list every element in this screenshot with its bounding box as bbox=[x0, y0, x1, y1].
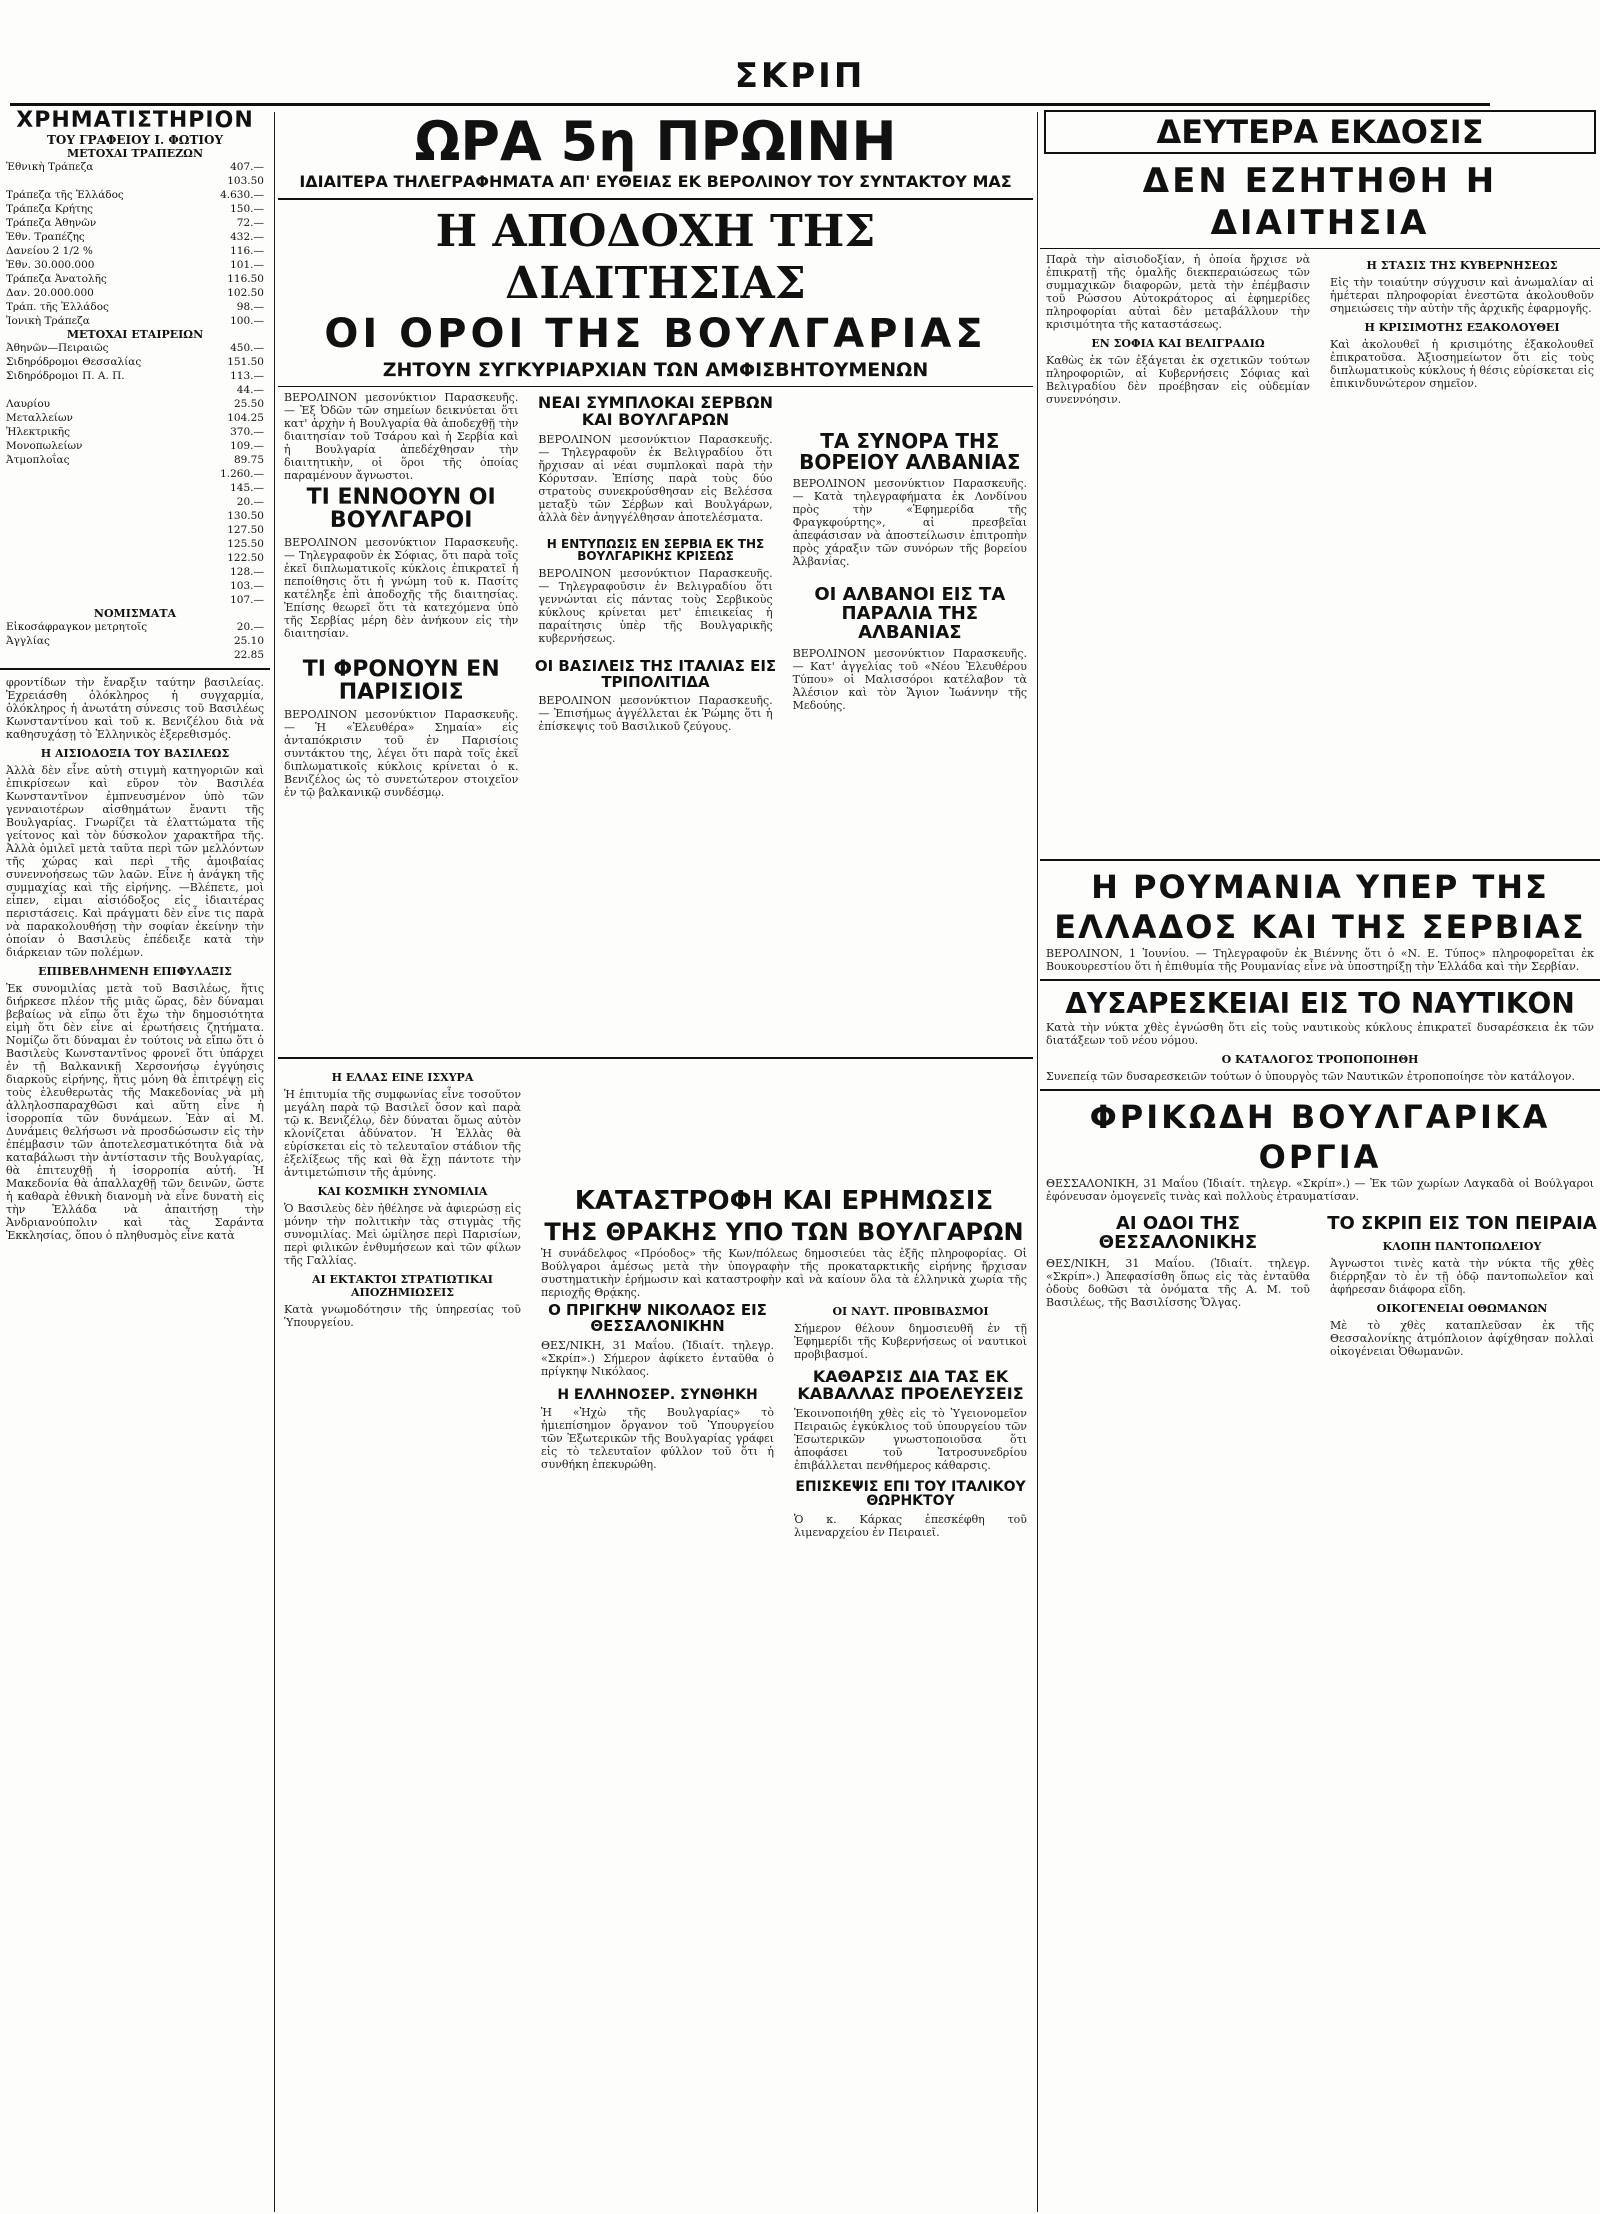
top-article-grid bbox=[278, 391, 1033, 1051]
article-col bbox=[278, 1065, 527, 2065]
stock-value: 98.— bbox=[236, 301, 264, 313]
stock-row bbox=[0, 300, 270, 314]
article-body: Κατὰ γνωμοδότησιν τῆς ὑπηρεσίας τοῦ Ὑπουργείου. bbox=[284, 1303, 521, 1329]
stock-row bbox=[0, 565, 270, 579]
article-body: Καὶ ἀκολουθεῖ ἡ κρισιμότης ἐξακολουθεῖ ἐπικρατοῦσα. Ἀξιοσημείωτον ὅτι εἰς τοὺς διπλωματικοὺς κύκλους ἡ θέσις εὑρίσκεται εἰς ἐπικινδυνώτερον σημεῖον. bbox=[1330, 338, 1594, 390]
article-headline: ΑΙ ΕΚΤΑΚΤΟΙ ΣΤΡΑΤΙΩΤΙΚΑΙ ΑΠΟΖΗΜΙΩΣΕΙΣ bbox=[312, 1273, 493, 1299]
stock-name: Ἀγγλίας bbox=[6, 635, 50, 647]
article-headline: Η ΑΙΣΙΟΔΟΞΙΑ ΤΟΥ ΒΑΣΙΛΕΩΣ bbox=[40, 747, 230, 760]
article-body: Ἐκ συνομιλίας μετὰ τοῦ Βασιλέως, ἥτις διήρκεσε πλέον τῆς μιᾶς ὥρας, δὲν δύναμαι βεβαίως νὰ εἴπω ὅτι ἔχω τὴν δημοσιότητα εἰμὴ ὅτι δὲν εἶνε αἱ ἐρωτήσεις ζητήματα. Νομίζω ὅτι δύναμαι ἐν τούτοις νὰ εἴπω ὅτι ὁ Βασιλεὺς Κωνσταντῖνος φρονεῖ ὅτι ὑπάρχει ἐν τῇ Βαλκανικῇ Χερσονήσῳ ἐγγύησις διαρκοῦς εἰρήνης, ἥτις μόνη θὰ ἐπιτρέψῃ εἰς τοὺς ἐλευθερωτὰς τῆς Μακεδονίας νὰ μὴ ἀλληλοσπαραχθῶσι καὶ αὕτη εἶνε ἡ ἰσορροπία τῶν δυνάμεων. Ἐὰν αἱ Μ. Δυνάμεις θελήσωσι νὰ προσδώσωσιν εἰς τὴν ἐπέμβασιν τῶν ἀποτελεσματικότητα διὰ νὰ καταβάλωσι τὴν ἀντίστασιν τῆς Βουλγαρίας, θὰ ἐπιτευχθῇ ἡ ἰσορροπία αὐτή. Ἡ Μακεδονία θὰ ἀπαλλαχθῇ τῶν δεινῶν, ὥστε ἡ καθαρὰ ἐθνικὴ διανομὴ νὰ εἶνε δυνατὴ εἰς τὴν Ἑλλάδα νὰ ἀπαιτήσῃ τὴν Ἀνδριανούπολιν καὶ τὰς Σαράντα Ἐκκλησίας, ὅπου ὁ πληθυσμὸς εἶνε κατὰ bbox=[6, 982, 264, 1242]
companies-section-label: ΜΕΤΟΧΑΙ ΕΤΑΙΡΕΙΩΝ bbox=[66, 328, 204, 341]
sub-articles bbox=[535, 1299, 1033, 1539]
banks-section-label: ΜΕΤΟΧΑΙ ΤΡΑΠΕΖΩΝ bbox=[66, 147, 203, 160]
divider bbox=[1040, 859, 1600, 861]
article-headline: ΤΙ ΕΝΝΟΟΥΝ ΟΙ ΒΟΥΛΓΑΡΟΙ bbox=[306, 485, 496, 534]
divider bbox=[1040, 1089, 1600, 1091]
article-body: Σήμερον θέλουν δημοσιευθῆ ἐν τῇ Ἐφημερίδι τῆς Κυβερνήσεως οἱ ναυτικοὶ προβιβασμοί. bbox=[794, 1322, 1027, 1361]
column-divider bbox=[1037, 112, 1038, 2212]
stock-value: 116.— bbox=[230, 245, 264, 257]
article-headline: ΤΗΣ ΘΡΑΚΗΣ ΥΠΟ ΤΩΝ ΒΟΥΛΓΑΡΩΝ bbox=[544, 1218, 1024, 1246]
stock-value: 107.— bbox=[230, 594, 264, 606]
stock-name: Τράπεζα Ἀθηνῶν bbox=[6, 217, 97, 229]
bottom-article-grid bbox=[278, 1065, 1033, 2065]
currency-list bbox=[0, 620, 270, 662]
stock-value: 22.85 bbox=[233, 649, 264, 661]
article-headline: ΦΡΙΚΩΔΗ ΒΟΥΛΓΑΡΙΚΑ ΟΡΓΙΑ bbox=[1089, 1098, 1551, 1176]
article-body: ΒΕΡΟΛΙΝΟΝ μεσονύκτιον Παρασκευῆς. — Τηλεγραφοῦσιν ἐν Βελιγραδίου ὅτι γεννώνται εἰς πάντας τοὺς Σερβικοὺς κύκλους κρίνεται μετ' ἐπιεικείας ἡ παραίτησις ὑπὲρ τῆς Βουλγαρικῆς κυβερνήσεως. bbox=[538, 566, 773, 645]
stock-value: 145.— bbox=[230, 482, 264, 494]
divider bbox=[278, 198, 1033, 200]
article-headline: ΟΙ ΝΑΥΤ. ΠΡΟΒΙΒΑΣΜΟΙ bbox=[832, 1305, 989, 1318]
stock-name: Τράπεζα τῆς Ἑλλάδος bbox=[6, 189, 124, 201]
article-headline: Η ΣΤΑΣΙΣ ΤΗΣ ΚΥΒΕΡΝΗΣΕΩΣ bbox=[1366, 259, 1558, 272]
stock-row bbox=[0, 425, 270, 439]
stock-exchange-subtitle: ΤΟΥ ΓΡΑΦΕΙΟΥ Ι. ΦΩΤΙΟΥ bbox=[46, 133, 224, 147]
article-headline: ΚΑΙ ΚΟΣΜΙΚΗ ΣΥΝΟΜΙΛΙΑ bbox=[317, 1185, 488, 1198]
stock-row bbox=[0, 369, 270, 383]
stock-name: Ἰονικὴ Τράπεζα bbox=[6, 315, 90, 327]
article-headline: ΕΠΙΒΕΒΛΗΜΕΝΗ ΕΠΙΦΥΛΑΞΙΣ bbox=[38, 965, 232, 978]
article-body: Συνεπείᾳ τῶν δυσαρεσκειῶν τούτων ὁ ὑπουργὸς τῶν Ναυτικῶν ἐτροποποίησε τὸν κατάλογον. bbox=[1046, 1070, 1575, 1083]
article-body: ΘΕΣΣΑΛΟΝΙΚΗ, 31 Μαΐου (Ἰδιαίτ. τηλεγρ. «Σκρίπ».) — Ἐκ τῶν χωρίων Λαγκαδὰ οἱ Βούλγαροι ἐφόνευσαν ὁμογενεῖς τινὰς καὶ πολλοὺς ἐτραυματίσαν. bbox=[1046, 1177, 1594, 1203]
article-body: Ἀλλὰ δὲν εἶνε αὐτὴ στιγμὴ κατηγοριῶν καὶ ἐπικρίσεων καὶ εὕρον τὸν Βασιλέα Κωνσταντῖνον ἐμπνευσμένον ὑπὸ τῶν γενναιοτέρων αἰσθημάτων ἔναντι τῆς Βουλγαρίας. Γνωρίζει τὰ ἐλαττώματα τῆς γείτονος καὶ τὸν δύσκολον χαρακτῆρα τῆς. Ἀλλὰ ὁμιλεῖ μετὰ ταῦτα περὶ τῶν μελλόντων τῆς χώρας καὶ περὶ τῆς ἀμοιβαίας συνεννοήσεως τῶν λαῶν. Εἶνε ἡ ἀνάγκη τῆς συμμαχίας καὶ τῆς εἰρήνης. —Βλέπετε, μοὶ εἶπεν, εἶμαι αἰσιόδοξος εἰς ἰδιαιτέρας περιστάσεις. Καὶ πράγματι δὲν εἶνε τις παρὰ νὰ παρακολουθήσῃ τὴν σοφίαν ἐκείνην τὴν ὁποίαν ὁ Βασιλεὺς ἐπέδειξε κατὰ τὴν διάρκειαν τῶν πολέμων. bbox=[6, 764, 264, 959]
stock-row bbox=[0, 174, 270, 188]
stock-row bbox=[0, 551, 270, 565]
article-body: Μὲ τὸ χθὲς καταπλεῦσαν ἐκ τῆς Θεσσαλονίκης ἀτμόπλοιον ἀφίχθησαν πολλαὶ οἰκογένειαι Ὀθωμανῶν. bbox=[1330, 1318, 1594, 1358]
stock-name: Τράπ. τῆς Ἑλλάδος bbox=[6, 301, 109, 313]
article-headline: ΟΙΚΟΓΕΝΕΙΑΙ ΟΘΩΜΑΝΩΝ bbox=[1376, 1301, 1548, 1315]
stock-row bbox=[0, 258, 270, 272]
main-headline-3: ΖΗΤΟΥΝ ΣΥΓΚΥΡΙΑΡΧΙΑΝ ΤΩΝ ΑΜΦΙΣΒΗΤΟΥΜΕΝΩΝ bbox=[382, 359, 929, 381]
stock-value: 72.— bbox=[236, 217, 264, 229]
stock-row bbox=[0, 286, 270, 300]
stock-row bbox=[0, 230, 270, 244]
article-body: ΒΕΡΟΛΙΝΟΝ μεσονύκτιον Παρασκευῆς. — Ἡ «Ἐλευθέρα» Σημαία» εἰς ἀνταπόκρισιν τοῦ ἐν Παρισίοις συντάκτου της, λέγει ὅτι παρὰ τοῖς ἐκεῖ διπλωματικοῖς κύκλοις κρίνεται ὁ κ. Βενιζέλος ὡς τὸ συνετώτερον στοιχεῖον ἐν τῷ βαλκανικῷ συνδέσμῳ. bbox=[284, 708, 519, 800]
article-body: ΒΕΡΟΛΙΝΟΝ μεσονύκτιον Παρασκευῆς. — Ἐξ Ὀδῶν τῶν σημείων δεικνύεται ὅτι κατ' ἀρχὴν ἡ Βουλγαρία θὰ ἀποδεχθῇ τὴν διαιτησίαν τοῦ Τσάρου καὶ ἡ Σερβία καὶ ἡ Βουλγαρία ἀπεδέχθησαν τὴν διαιτητικὴν, οἱ ὅροι τῆς ὁποίας παραμένουν ἄγνωστοι. bbox=[284, 391, 519, 482]
companies-list bbox=[0, 341, 270, 607]
stock-row bbox=[0, 383, 270, 397]
stock-row bbox=[0, 453, 270, 467]
stock-value: 20.— bbox=[236, 621, 264, 633]
stock-value: 432.— bbox=[230, 231, 264, 243]
divider bbox=[278, 1057, 1033, 1059]
stock-value: 101.— bbox=[230, 259, 264, 271]
article-col bbox=[278, 391, 524, 1051]
stock-row bbox=[0, 648, 270, 662]
stock-row bbox=[0, 579, 270, 593]
stock-row bbox=[0, 620, 270, 634]
article-headline: ΤΙ ΦΡΟΝΟΥΝ ΕΝ ΠΑΡΙΣΙΟΙΣ bbox=[302, 657, 500, 706]
stock-value: 122.50 bbox=[227, 552, 264, 564]
stock-row bbox=[0, 314, 270, 328]
article-body: ΒΕΡΟΛΙΝΟΝ μεσονύκτιον Παρασκευῆς. — Ἐπισήμως ἀγγέλλεται ἐκ Ῥώμης ὅτι ἡ ἐπίσκεψις τοῦ Βασιλικοῦ ζεύγους. bbox=[538, 694, 773, 734]
stock-row bbox=[0, 341, 270, 355]
stock-value: 125.50 bbox=[227, 538, 264, 550]
stock-row bbox=[0, 216, 270, 230]
stock-name: Τράπεζα Κρήτης bbox=[6, 203, 94, 215]
article-body: Ἡ «Ἠχὼ τῆς Βουλγαρίας» τὸ ἡμιεπίσημον ὄργανον τοῦ Ὑπουργείου τῶν Ἐξωτερικῶν τῆς Βουλγαρίας γράφει εἰς τὸ τελευταῖον φύλλον τοῦ ὅτι ἡ συνθήκη ἐπεκυρώθη. bbox=[541, 1406, 774, 1472]
main-headline: ΔΕΝ ΕΖΗΤΗΘΗ Η ΔΙΑΙΤΗΣΙΑ bbox=[1142, 161, 1498, 243]
stock-name: Μεταλλείων bbox=[6, 412, 73, 424]
stock-name: Ἀτμοπλοΐας bbox=[6, 454, 70, 466]
article-col bbox=[1324, 1211, 1600, 1358]
main-headline: Η ΑΠΟΔΟΧΗ ΤΗΣ ΔΙΑΙΤΗΣΙΑΣ bbox=[435, 206, 876, 309]
stock-value: 109.— bbox=[230, 440, 264, 452]
main-headline-2: ΟΙ ΟΡΟΙ ΤΗΣ ΒΟΥΛΓΑΡΙΑΣ bbox=[324, 311, 987, 357]
second-edition-banner: ΔΕΥΤΕΡΑ ΕΚΔΟΣΙΣ bbox=[1044, 110, 1596, 154]
article-body: φροντίδων τὴν ἔναρξιν ταύτην βασιλείας. Ἐχρειάσθη ὁλόκληρος ἡ συγχαρμία, ὁλόκληρος ἡ ἀνωτάτη σύνεσις τοῦ Βασιλέως Κωνσταντίνου καὶ τοῦ κ. Βενιζέλου διὰ νὰ καθησυχάσῃ τὸ Ἑλληνικὸς ἐξερεθισμός. bbox=[6, 676, 264, 741]
stock-value: 450.— bbox=[230, 342, 264, 354]
stock-name: Δαν. 20.000.000 bbox=[6, 287, 94, 299]
divider bbox=[1040, 248, 1600, 249]
article-headline: ΑΙ ΟΔΟΙ ΤΗΣ ΘΕΣΣΑΛΟΝΙΚΗΣ bbox=[1098, 1213, 1258, 1253]
stock-row bbox=[0, 160, 270, 174]
stock-row bbox=[0, 439, 270, 453]
article-headline: Ο ΚΑΤΑΛΟΓΟΣ ΤΡΟΠΟΠΟΙΗΘΗ bbox=[1221, 1053, 1419, 1066]
stock-value: 127.50 bbox=[227, 524, 264, 536]
article-headline: ΤΑ ΣΥΝΟΡΑ ΤΗΣ ΒΟΡΕΙΟΥ ΑΛΒΑΝΙΑΣ bbox=[799, 429, 1021, 474]
banner-headline: ΩΡΑ 5η ΠΡΩΙΝΗ bbox=[414, 110, 897, 173]
article-col bbox=[787, 391, 1033, 1051]
stock-row bbox=[0, 467, 270, 481]
stock-value: 104.25 bbox=[227, 412, 264, 424]
stock-value: 89.75 bbox=[233, 454, 264, 466]
banner-subheadline: ΙΔΙΑΙΤΕΡΑ ΤΗΛΕΓΡΑΦΗΜΑΤΑ ΑΠ' ΕΥΘΕΙΑΣ ΕΚ ΒΕΡΟΛΙΝΟΥ ΤΟΥ ΣΥΝΤΑΚΤΟΥ ΜΑΣ bbox=[299, 172, 1012, 191]
stock-row bbox=[0, 593, 270, 607]
stock-value: 44.— bbox=[236, 384, 264, 396]
stock-name: Δανείου 2 1/2 % bbox=[6, 245, 93, 257]
article-headline: Η ΕΛΛΗΝΟΣΕΡ. ΣΥΝΘΗΚΗ bbox=[557, 1386, 758, 1403]
article-headline: ΕΝ ΣΟΦΙΑ ΚΑΙ ΒΕΛΙΓΡΑΔΙΩ bbox=[1091, 337, 1265, 350]
article-headline: ΤΟ ΣΚΡΙΠ ΕΙΣ ΤΟΝ ΠΕΙΡΑΙΑ bbox=[1327, 1213, 1597, 1234]
stock-name: Ἐθν. 30.000.000 bbox=[6, 259, 95, 271]
article-headline: ΟΙ ΑΛΒΑΝΟΙ ΕΙΣ ΤΑ ΠΑΡΑΛΙΑ ΤΗΣ ΑΛΒΑΝΙΑΣ bbox=[814, 584, 1006, 643]
stock-name: Ἀθηνῶν—Πειραιῶς bbox=[6, 342, 109, 354]
article-col bbox=[1040, 253, 1316, 853]
article-body: Ἐκοινοποιήθη χθὲς εἰς τὸ Ὑγειονομεῖον Πειραιῶς ἐγκύκλιος τοῦ ὑπουργείου τῶν Ἐσωτερικῶν γνωστοποιοῦσα ὅτι ἀποφάσει τοῦ Ἰατροσυνεδρίου ἐπιβάλλεται πενθήμερος κάθαρσις. bbox=[794, 1406, 1027, 1472]
article-body: Εἰς τὴν τοιαύτην σύγχυσιν καὶ ἀνωμαλίαν αἱ ἡμέτεραι πληροφορίαι ἐνεστῶτα ἀκολουθοῦν σημειώσεις τὴν αὐτὴν τῆς ἀρχικῆς ἐφαρμογῆς. bbox=[1330, 276, 1594, 315]
currency-section-label: ΝΟΜΙΣΜΑΤΑ bbox=[93, 607, 177, 620]
article-col bbox=[532, 391, 778, 1051]
stock-value: 103.50 bbox=[227, 175, 264, 187]
stock-value: 407.— bbox=[230, 161, 264, 173]
stock-value: 100.— bbox=[230, 315, 264, 327]
stock-value: 150.— bbox=[230, 203, 264, 215]
stock-value: 25.10 bbox=[233, 635, 264, 647]
stock-name: Ἐθνικὴ Τράπεζα bbox=[6, 161, 94, 173]
article-col-wide bbox=[535, 1065, 1033, 2065]
stock-exchange-title: ΧΡΗΜΑΤΙΣΤΗΡΙΟΝ bbox=[16, 108, 254, 133]
article-col bbox=[1040, 1211, 1316, 1358]
stock-row bbox=[0, 244, 270, 258]
article-body: ΒΕΡΟΛΙΝΟΝ, 1 Ἰουνίου. — Τηλεγραφοῦν ἐκ Βιέννης ὅτι ὁ «Ν. Ε. Τύπος» πληροφορεῖται ἐκ Βουκουρεστίου ὅτι ἡ ἐπιθυμία τῆς Ρουμανίας εἶνε νὰ ὑποστηρίξῃ τὴν Ἑλλάδα καὶ τὴν Σερβίαν. bbox=[1046, 947, 1594, 973]
article-col bbox=[788, 1299, 1033, 1539]
stock-value: 116.50 bbox=[227, 273, 264, 285]
stock-row bbox=[0, 188, 270, 202]
stock-name: Τράπεζα Ἀνατολῆς bbox=[6, 273, 107, 285]
article-body: Ἡ συνάδελφος «Πρόοδος» τῆς Κων/πόλεως δημοσιεύει τὰς ἑξῆς πληροφορίας. Οἱ Βούλγαροι ἀμέσως μετὰ τὴν ὑπογραφὴν τῆς προκαταρκτικῆς εἰρήνης ἤρχισαν συστηματικὴν ἐρήμωσιν καὶ καταστροφὴν καὶ νὰ καίουν ὅλα τὰ ἑλληνικὰ χωρία τῆς περιοχῆς Θρᾴκης. bbox=[541, 1247, 1027, 1299]
article-body: Ἡ ἐπιτυμία τῆς συμφωνίας εἶνε τοσοῦτον μεγάλη παρὰ τῷ Βασιλεῖ ὅσον καὶ παρὰ τῷ κ. Βενιζέλῳ, δὲν δύναται ὅμως αὐτὸν κλονίζεται ἀδύνατον. Ἡ Ἑλλὰς θὰ εὑρίσκεται εἰς τὸ τελευταῖον στάδιον τῆς ἐξελίξεως τῆς καὶ θὰ ἔχῃ πάντοτε τὴν ἀντιμετώπισιν τῆς ἀμύνης. bbox=[284, 1088, 521, 1179]
stock-value: 1.260.— bbox=[220, 468, 264, 480]
article-headline: Ο ΠΡΙΓΚΗΨ ΝΙΚΟΛΑΟΣ ΕΙΣ ΘΕΣΣΑΛΟΝΙΚΗΝ bbox=[548, 1301, 767, 1335]
article-body: ΒΕΡΟΛΙΝΟΝ μεσονύκτιον Παρασκευῆς. — Τηλεγραφοῦν ἐκ Σόφιας, ὅτι παρὰ τοῖς ἐκεῖ διπλωματικοῖς κύκλοις ἐπικρατεῖ ἡ πεποίθησις ὅτι ἡ γνώμη τοῦ κ. Πασίτς κατέληξε ἐπὶ ἀποδοχῆς τῆς διαιτησίας. Ἐπίσης θεωρεῖ ὅτι τὰ κατεχόμενα ὑπὸ τῆς Σερβίας μέρη δὲν ἀνήκουν εἰς τὴν διαιτησίαν. bbox=[284, 536, 519, 641]
article-body: ΒΕΡΟΛΙΝΟΝ μεσονύκτιον Παρασκευῆς. — Τηλεγραφοῦν ἐκ Βελιγραδίου ὅτι ἤρχισαν αἱ νέαι συμπλοκαὶ παρὰ τὴν Κόρυτσαν. Ἐπίσης παρὰ τοὺς δύο στρατοὺς συνεκρούσθησαν εἰς Βελέσσα μεταξὺ τῶν Σέρβων καὶ Βουλγάρων, ἀλλὰ δὲν ἀνηγγέλθησαν ἀποτελέσματα. bbox=[538, 432, 773, 524]
stock-name: Ἐθν. Τραπέζης bbox=[6, 231, 85, 243]
stock-value: 370.— bbox=[230, 426, 264, 438]
stock-row bbox=[0, 509, 270, 523]
stock-name: Λαυρίου bbox=[6, 398, 51, 410]
masthead bbox=[0, 0, 1600, 112]
article-headline: Η ΕΛΛΑΣ ΕΙΝΕ ΙΣΧΥΡΑ bbox=[331, 1071, 474, 1084]
newspaper-title: ΣΚΡΙΠ bbox=[734, 56, 866, 96]
banks-list bbox=[0, 160, 270, 328]
article-headline: ΝΕΑΙ ΣΥΜΠΛΟΚΑΙ ΣΕΡΒΩΝ ΚΑΙ ΒΟΥΛΓΑΡΩΝ bbox=[537, 393, 774, 429]
article-headline: ΚΑΘΑΡΣΙΣ ΔΙΑ ΤΑΣ ΕΚ ΚΑΒΑΛΛΑΣ ΠΡΟΕΛΕΥΣΕΙΣ bbox=[797, 1367, 1024, 1403]
article-body: ΘΕΣ/ΝΙΚΗ, 31 Μαΐου. (Ἰδιαίτ. τηλεγρ. «Σκρίπ».) Ἀπεφασίσθη ὅπως εἰς τὰς ἐνταῦθα ὁδοὺς δοθῶσι τὰ ὀνόματα τῆς Α. Μ. τοῦ Βασιλέως, τῆς Βασιλίσσης Ὄλγας. bbox=[1046, 1256, 1310, 1309]
article-headline: ΟΙ ΒΑΣΙΛΕΙΣ ΤΗΣ ΙΤΑΛΙΑΣ ΕΙΣ ΤΡΙΠΟΛΙΤΙΔΑ bbox=[534, 656, 777, 691]
article-body: Παρὰ τὴν αἰσιοδοξίαν, ἡ ὁποία ἤρχισε νὰ ἐπικρατῇ τῆς ὁμαλῆς διεκπεραιώσεως τῶν συμμαχικῶν διαφορῶν, μετὰ τὴν ἐπέμβασιν τοῦ Ρώσσου Αὐτοκράτορος αἱ ἐφημερίδες πληροφορίαι αὐταὶ δὲν μεταβάλλουν τὴν κρισιμότητα τῆς καταστάσεως. bbox=[1046, 253, 1310, 331]
article-body: Κατὰ τὴν νύκτα χθὲς ἐγνώσθη ὅτι εἰς τοὺς ναυτικοὺς κύκλους ἐπικρατεῖ δυσαρέσκεια ἐκ τῶν διατάξεων τοῦ νέου νόμου. bbox=[1046, 1021, 1594, 1047]
stock-value: 103.— bbox=[230, 580, 264, 592]
article-grid bbox=[1040, 253, 1600, 853]
article-headline: Η ΚΡΙΣΙΜΟΤΗΣ ΕΞΑΚΟΛΟΥΘΕΙ bbox=[1364, 321, 1560, 334]
stock-name: Μονοπωλείων bbox=[6, 440, 83, 452]
stock-value: 4.630.— bbox=[220, 189, 264, 201]
stock-value: 128.— bbox=[230, 566, 264, 578]
article-headline: ΕΠΙΣΚΕΨΙΣ ΕΠΙ ΤΟΥ ΙΤΑΛΙΚΟΥ ΘΩΡΗΚΤΟΥ bbox=[795, 1478, 1026, 1510]
stock-value: 151.50 bbox=[227, 356, 264, 368]
article-col bbox=[535, 1299, 780, 1539]
stock-value: 25.50 bbox=[233, 398, 264, 410]
stock-row bbox=[0, 397, 270, 411]
stock-name: Σιδηρόδρομοι Θεσσαλίας bbox=[6, 356, 142, 368]
article-headline: Η ΕΝΤΥΠΩΣΙΣ ΕΝ ΣΕΡΒΙΑ ΕΚ ΤΗΣ ΒΟΥΛΓΑΡΙΚΗΣ ΚΡΙΣΕΩΣ bbox=[546, 536, 765, 564]
stock-row bbox=[0, 355, 270, 369]
stock-row bbox=[0, 634, 270, 648]
article-col bbox=[1324, 253, 1600, 853]
divider bbox=[1040, 979, 1600, 981]
article-grid bbox=[1040, 1211, 1600, 1358]
stock-row bbox=[0, 495, 270, 509]
stock-value: 130.50 bbox=[227, 510, 264, 522]
center-column bbox=[278, 108, 1033, 2214]
stock-row bbox=[0, 481, 270, 495]
masthead-rule bbox=[10, 103, 1490, 106]
stock-row bbox=[0, 202, 270, 216]
stock-name: Εἰκοσάφραγκον μετρητοῖς bbox=[6, 621, 148, 633]
article-body: Ἀγνωστοι τινὲς κατὰ τὴν νύκτα τῆς χθὲς διέρρηξαν τὸ ἐν τῇ ὁδῷ παντοπωλεῖον καὶ ἀφήρεσαν διάφορα εἴδη. bbox=[1330, 1256, 1594, 1296]
stock-row bbox=[0, 272, 270, 286]
stock-row bbox=[0, 411, 270, 425]
stock-row bbox=[0, 537, 270, 551]
stock-value: 102.50 bbox=[227, 287, 264, 299]
article-body: ΘΕΣ/ΝΙΚΗ, 31 Μαΐου. (Ἰδιαίτ. τηλεγρ. «Σκρίπ».) Σήμερον ἀφίκετο ἐνταῦθα ὁ πρίγκηψ Νικόλαος. bbox=[541, 1338, 774, 1378]
article-headline: Η ΡΟΥΜΑΝΙΑ ΥΠΕΡ ΤΗΣ ΕΛΛΑΔΟΣ ΚΑΙ ΤΗΣ ΣΕΡΒΙΑΣ bbox=[1054, 868, 1586, 946]
stock-row bbox=[0, 523, 270, 537]
article-body: ΒΕΡΟΛΙΝΟΝ μεσονύκτιον Παρασκευῆς. — Κατὰ τηλεγραφήματα ἐκ Λονδίνου πρὸς τὴν «Ἐφημερίδα τῆς Φραγκφούρτης», αἱ πρεσβεῖαι ἀπεφάσισαν νὰ ἀποστείλωσιν ἐπιτροπὴν πρὸς χάραξιν τῶν συνόρων τῆς βορείου Ἀλβανίας. bbox=[792, 477, 1027, 568]
divider bbox=[278, 386, 1033, 387]
article-body: Καθὼς ἐκ τῶν ἐξάγεται ἐκ σχετικῶν τούτων πληροφοριῶν, αἱ Κυβερνήσεις Σόφιας καὶ Βελιγραδίου δὲν προέβησαν εἰς οὐδεμίαν συνεννόησιν. bbox=[1046, 354, 1310, 406]
stock-name: Σιδηρόδρομοι Π. Α. Π. bbox=[6, 370, 125, 382]
article-headline: ΔΥΣΑΡΕΣΚΕΙΑΙ ΕΙΣ ΤΟ ΝΑΥΤΙΚΟΝ bbox=[1065, 987, 1575, 1020]
right-column bbox=[1040, 108, 1600, 2214]
column-divider bbox=[274, 112, 275, 2212]
article-subheadline: ΚΛΟΠΗ ΠΑΝΤΟΠΩΛΕΙΟΥ bbox=[1382, 1239, 1542, 1253]
article-body: Ὁ κ. Κάρκας ἐπεσκέφθη τοῦ λιμεναρχείου ἐν Πειραιεῖ. bbox=[794, 1512, 1027, 1539]
left-column bbox=[0, 108, 270, 2214]
divider bbox=[0, 668, 270, 670]
stock-value: 20.— bbox=[236, 496, 264, 508]
article-body: ΒΕΡΟΛΙΝΟΝ μεσονύκτιον Παρασκευῆς. — Κατ' ἀγγελίας τοῦ «Νέου Ἐλευθέρου Τύπου» οἱ Μαλισσόροι κατέλαβον τὰ Ἀλέσιον καὶ τὸν Ἅγιον Ἰωάννην τῆς Μεδούης. bbox=[792, 646, 1027, 712]
stock-value: 113.— bbox=[230, 370, 264, 382]
article-headline: ΚΑΤΑΣΤΡΟΦΗ ΚΑΙ ΕΡΗΜΩΣΙΣ bbox=[574, 1186, 994, 1216]
article-body: Ὁ Βασιλεὺς δὲν ἠθέλησε νὰ ἀφιερώσῃ εἰς μόνην τὴν πολιτικὴν τὰς στιγμὰς τῆς συνομιλίας. Μεὶ ὡμίλησε περὶ Παρισίων, περὶ φιλικῶν ἐνθυμήσεων καὶ τῶν φίλων τῆς Γαλλίας. bbox=[284, 1202, 521, 1267]
stock-name: Ἠλεκτρικῆς bbox=[6, 426, 70, 438]
